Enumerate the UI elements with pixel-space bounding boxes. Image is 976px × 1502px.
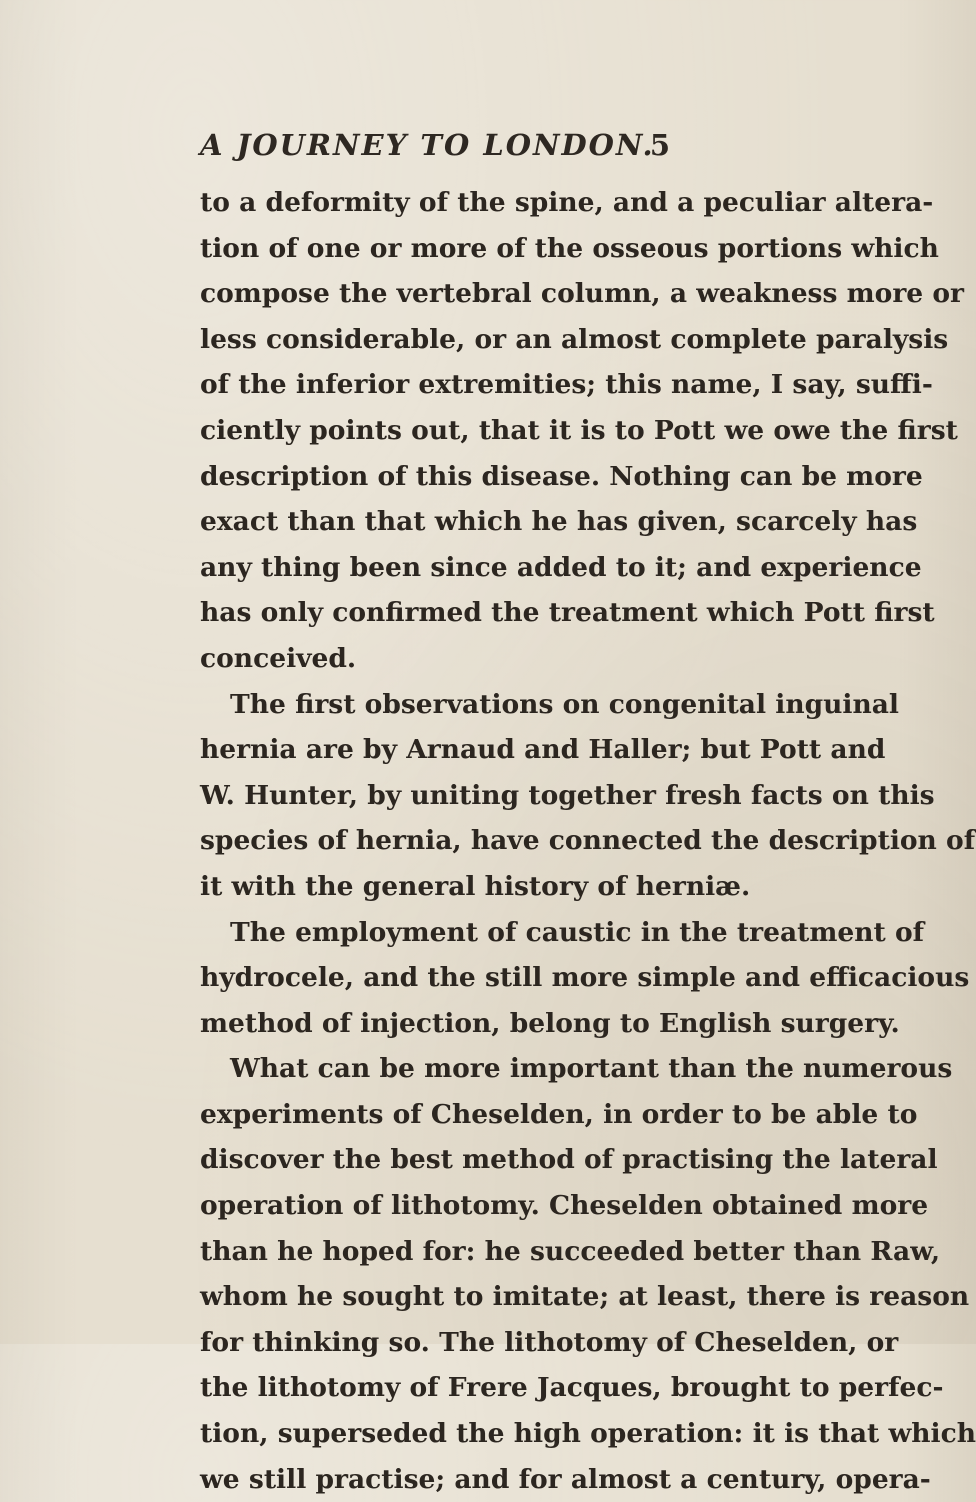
text-line: tion, superseded the high operation: it is that which <box>200 1418 976 1450</box>
text-line: than he hoped for: he succeeded better than Raw, <box>200 1235 941 1267</box>
text-line: operation of lithotomy. Cheselden obtained more <box>200 1190 929 1222</box>
text-line: What can be more important than the numerous <box>230 1053 953 1085</box>
text-line: of the inferior extremities; this name, I say, suffi- <box>200 369 933 401</box>
text-line: it with the general history of herniæ. <box>200 870 751 902</box>
text-line: whom he sought to imitate; at least, there is reason <box>200 1281 970 1313</box>
text-line: hernia are by Arnaud and Haller; but Pott and <box>200 734 886 766</box>
text-line: hydrocele, and the still more simple and efficacious <box>200 962 970 994</box>
running-head-title: A JOURNEY TO LONDON. <box>200 128 655 162</box>
text-line: The employment of caustic in the treatment of <box>230 916 925 948</box>
text-line: we still practise; and for almost a century, opera- <box>200 1463 931 1495</box>
text-line: to a deformity of the spine, and a peculiar altera- <box>200 187 934 218</box>
text-line: W. Hunter, by uniting together fresh facts on this <box>200 779 935 811</box>
text-line: exact than that which he has given, scarcely has <box>200 506 918 538</box>
text-line: species of hernia, have connected the description of <box>200 825 976 857</box>
text-line: has only confirmed the treatment which Pott first <box>200 597 935 629</box>
body-text <box>200 180 976 1502</box>
text-line: description of this disease. Nothing can be more <box>200 460 923 492</box>
text-line: discover the best method of practising the lateral <box>200 1144 938 1176</box>
text-line: method of injection, belong to English surgery. <box>200 1007 900 1039</box>
text-line: any thing been since added to it; and experience <box>200 551 922 583</box>
page-number: 5 <box>649 128 670 162</box>
running-head <box>200 128 670 168</box>
text-line: experiments of Cheselden, in order to be able to <box>200 1098 918 1130</box>
text-line: ciently points out, that it is to Pott we owe the first <box>200 414 958 446</box>
text-line: the lithotomy of Frere Jacques, brought to perfec- <box>200 1372 944 1404</box>
text-line: tion of one or more of the osseous portions which <box>200 232 939 264</box>
text-line: for thinking so. The lithotomy of Cheselden, or <box>200 1326 899 1358</box>
text-line: conceived. <box>200 642 357 674</box>
text-line: The first observations on congenital inguinal <box>230 688 899 720</box>
text-line: less considerable, or an almost complete paralysis <box>200 323 949 355</box>
text-line: compose the vertebral column, a weakness more or <box>200 278 965 310</box>
